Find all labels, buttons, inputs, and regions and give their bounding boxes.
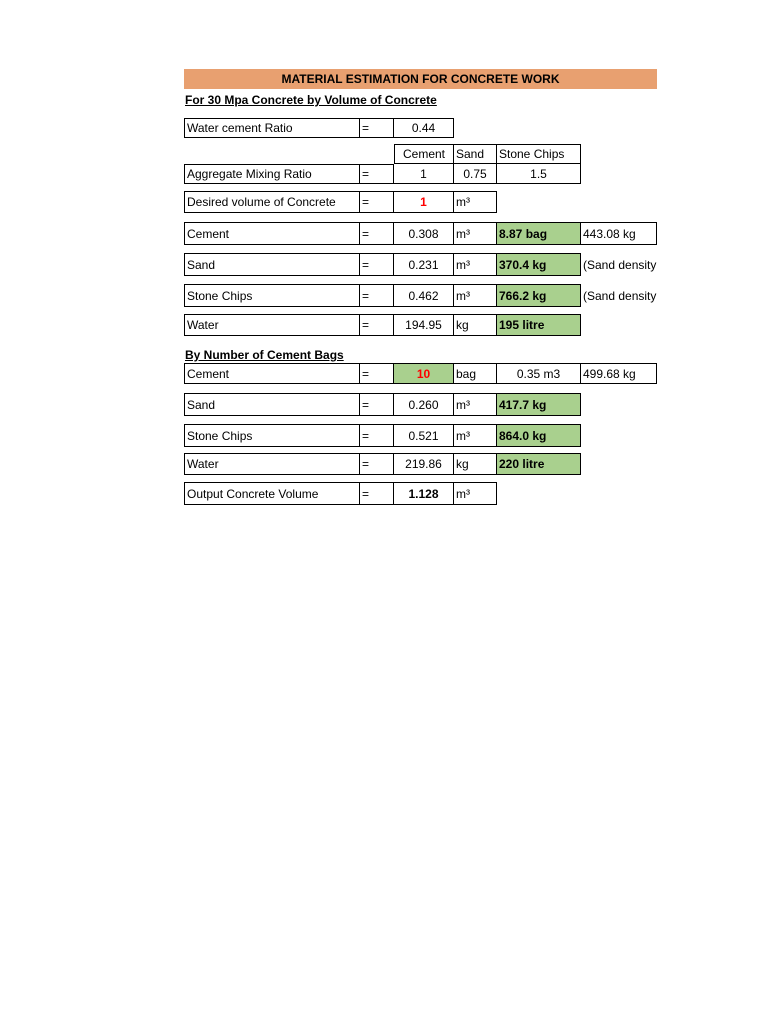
vol-row-stone-label: Stone Chips <box>184 284 360 307</box>
vol-row-cement-label: Cement <box>184 222 360 245</box>
bag-cement-value[interactable]: 10 <box>394 363 454 384</box>
vol-row-stone-unit: m³ <box>454 284 497 307</box>
bag-row-sand-eq: = <box>360 393 394 416</box>
bag-row-sand-result[interactable]: 417.7 kg <box>497 393 581 416</box>
bag-row-water-result[interactable]: 220 litre <box>497 453 581 475</box>
output-volume-value[interactable]: 1.128 <box>394 482 454 505</box>
mix-ratio-label: Aggregate Mixing Ratio <box>184 164 360 184</box>
output-volume-label: Output Concrete Volume <box>184 482 360 505</box>
desired-volume-label: Desired volume of Concrete <box>184 191 360 213</box>
vol-row-sand-result[interactable]: 370.4 kg <box>497 253 581 276</box>
bag-row-stone-label: Stone Chips <box>184 424 360 447</box>
wc-ratio-label: Water cement Ratio <box>184 118 360 138</box>
bag-row-water-eq: = <box>360 453 394 475</box>
desired-volume-value[interactable]: 1 <box>394 191 454 213</box>
mix-ratio-cement[interactable]: 1 <box>394 164 454 184</box>
mix-ratio-eq: = <box>360 164 394 184</box>
vol-row-sand-label: Sand <box>184 253 360 276</box>
vol-row-sand-value[interactable]: 0.231 <box>394 253 454 276</box>
vol-row-water-unit: kg <box>454 314 497 336</box>
vol-row-stone-note[interactable]: (Sand density <box>583 288 657 303</box>
vol-row-water-label: Water <box>184 314 360 336</box>
desired-volume-eq: = <box>360 191 394 213</box>
bag-row-sand-unit: m³ <box>454 393 497 416</box>
bag-cement-eq: = <box>360 363 394 384</box>
vol-row-cement-eq: = <box>360 222 394 245</box>
vol-row-cement-result[interactable]: 8.87 bag <box>497 222 581 245</box>
vol-row-sand-unit: m³ <box>454 253 497 276</box>
vol-row-water-value[interactable]: 194.95 <box>394 314 454 336</box>
bag-cement-unit: bag <box>454 363 497 384</box>
mix-header-sand: Sand <box>454 144 497 164</box>
mix-ratio-stone[interactable]: 1.5 <box>497 164 581 184</box>
bag-row-water-label: Water <box>184 453 360 475</box>
bag-row-stone-unit: m³ <box>454 424 497 447</box>
sheet-title: MATERIAL ESTIMATION FOR CONCRETE WORK <box>184 69 657 89</box>
mix-ratio-sand[interactable]: 0.75 <box>454 164 497 184</box>
vol-row-cement-unit: m³ <box>454 222 497 245</box>
vol-row-stone-eq: = <box>360 284 394 307</box>
wc-ratio-eq: = <box>360 118 394 138</box>
section-heading-bags: By Number of Cement Bags <box>185 348 344 362</box>
bag-row-stone-eq: = <box>360 424 394 447</box>
vol-row-sand-eq: = <box>360 253 394 276</box>
vol-row-cement-value[interactable]: 0.308 <box>394 222 454 245</box>
vol-row-stone-result[interactable]: 766.2 kg <box>497 284 581 307</box>
bag-row-stone-value[interactable]: 0.521 <box>394 424 454 447</box>
bag-cement-extra[interactable]: 499.68 kg <box>581 363 657 384</box>
output-volume-unit: m³ <box>454 482 497 505</box>
vol-row-stone-value[interactable]: 0.462 <box>394 284 454 307</box>
vol-row-water-result[interactable]: 195 litre <box>497 314 581 336</box>
vol-row-cement-extra[interactable]: 443.08 kg <box>581 222 657 245</box>
bag-row-stone-result[interactable]: 864.0 kg <box>497 424 581 447</box>
mix-header-cement: Cement <box>394 144 454 164</box>
bag-row-sand-value[interactable]: 0.260 <box>394 393 454 416</box>
bag-cement-label: Cement <box>184 363 360 384</box>
bag-cement-volume[interactable]: 0.35 m3 <box>497 363 581 384</box>
wc-ratio-value[interactable]: 0.44 <box>394 118 454 138</box>
desired-volume-unit: m³ <box>454 191 497 213</box>
section-heading-volume: For 30 Mpa Concrete by Volume of Concrete <box>185 93 437 107</box>
mix-header-stone: Stone Chips <box>497 144 581 164</box>
bag-row-water-value[interactable]: 219.86 <box>394 453 454 475</box>
vol-row-water-eq: = <box>360 314 394 336</box>
vol-row-sand-note[interactable]: (Sand density <box>583 257 657 272</box>
bag-row-water-unit: kg <box>454 453 497 475</box>
bag-row-sand-label: Sand <box>184 393 360 416</box>
output-volume-eq: = <box>360 482 394 505</box>
